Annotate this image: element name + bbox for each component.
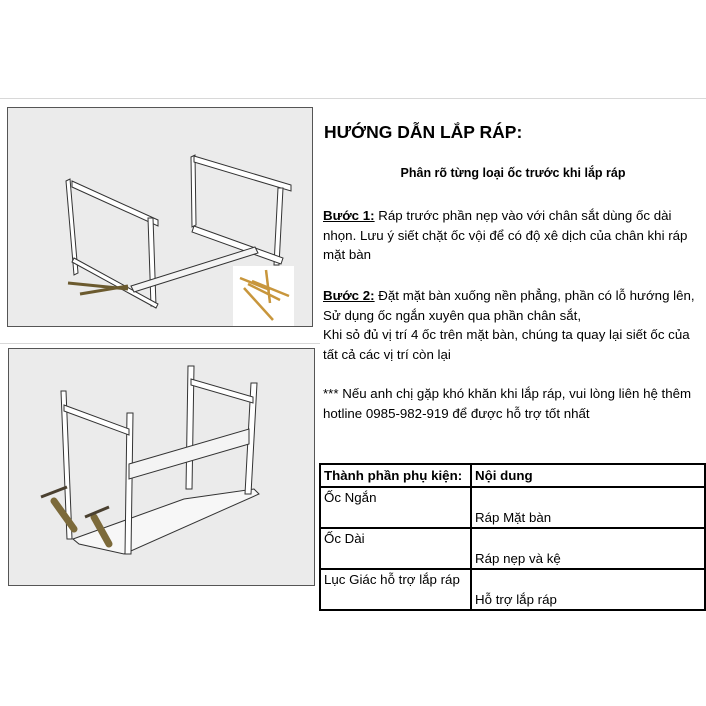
subtitle: Phân rõ từng loại ốc trước khi lắp ráp [400, 166, 626, 180]
table-row [320, 528, 705, 569]
step1-text: Ráp trước phần nẹp vào với chân sắt dùng ốc dài nhọn. Lưu ý siết chặt ốc vội để có độ xê dịch của chân khi ráp mặt bàn [323, 208, 688, 262]
page-title: HƯỚNG DẪN LẮP RÁP: [324, 122, 523, 142]
step2-label: Bước 2: [323, 288, 375, 303]
cell-component: Ốc Ngắn [320, 487, 471, 528]
table-row [320, 487, 705, 528]
step1-label: Bước 1: [323, 208, 375, 223]
table-row [320, 569, 705, 610]
step2-line: Sử dụng ốc ngắn xuyên qua phần chân sắt, [323, 307, 582, 323]
accessories-table [319, 463, 706, 611]
table-top [73, 489, 259, 554]
hotline-note: *** Nếu anh chị gặp khó khăn khi lắp ráp, vui lòng liên hệ thêm hotline 0985-982-919 để được hỗ trợ tốt nhất [323, 386, 692, 421]
step2-line: Đặt mặt bàn xuống nền phẳng, phần có lỗ hướng lên, [374, 288, 695, 303]
step1-paragraph [323, 206, 706, 265]
step2-line: Khi sỏ đủ vị trí 4 ốc trên mặt bàn, chúng ta quay lại siết ốc của tất cả các vị trí còn lại [323, 327, 690, 362]
divider [0, 343, 320, 344]
cell-content: Hỗ trợ lắp ráp [471, 569, 705, 610]
divider [0, 98, 706, 99]
screws-photo [233, 266, 294, 326]
table-header-row [320, 464, 705, 487]
cell-component: Lục Giác hỗ trợ lắp ráp [320, 569, 471, 610]
cell-component: Ốc Dài [320, 528, 471, 569]
cell-content: Ráp Mặt bàn [471, 487, 705, 528]
header-component: Thành phần phụ kiện: [320, 464, 471, 487]
step1-illustration [7, 107, 313, 327]
cell-content: Ráp nẹp và kệ [471, 528, 705, 569]
leg-frame-right [191, 155, 291, 265]
step2-paragraph [323, 286, 706, 364]
header-content: Nội dung [471, 464, 705, 487]
step2-illustration [8, 348, 315, 586]
